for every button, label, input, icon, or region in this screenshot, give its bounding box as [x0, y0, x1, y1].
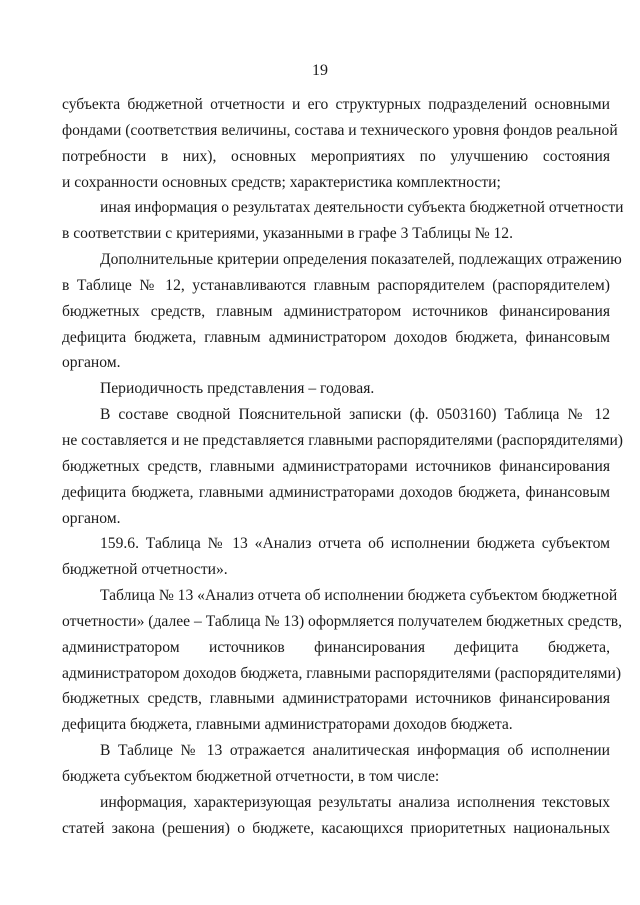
text-line: потребности в них), основных мероприятиях по улучшению состояния [62, 147, 610, 165]
text-line: В составе сводной Пояснительной записки (ф. 0503160) Таблица № 12 [100, 406, 610, 424]
text-line: Таблица № 13 «Анализ отчета об исполнении бюджета субъектом бюджетной [100, 587, 618, 605]
text-line: отчетности» (далее – Таблица № 13) оформляется получателем бюджетных средств, [62, 612, 623, 630]
text-line: дефицита бюджета, главными администраторами доходов бюджета, финансовым [62, 483, 610, 501]
text-line: дефицита бюджета, главным администратором доходов бюджета, финансовым [62, 328, 610, 346]
text-line: иная информация о результатах деятельности субъекта бюджетной отчетности [100, 199, 624, 217]
text-line: 159.6. Таблица № 13 «Анализ отчета об исполнении бюджета субъектом [100, 535, 610, 553]
text-line: бюджетных средств, главными администраторами источников финансирования [62, 690, 610, 708]
text-line: в Таблице № 12, устанавливаются главным распорядителем (распорядителем) [62, 276, 610, 294]
text-line: статей закона (решения) о бюджете, касающихся приоритетных национальных [62, 819, 610, 837]
text-line: администратором доходов бюджета, главными распорядителями (распорядителями) [62, 664, 622, 682]
text-line: органом. [62, 354, 121, 372]
text-line: бюджета субъектом бюджетной отчетности, в том числе: [62, 767, 440, 785]
text-line: В Таблице № 13 отражается аналитическая информация об исполнении [100, 742, 610, 760]
text-line: бюджетных средств, главными администраторами источников финансирования [62, 457, 610, 475]
text-line: бюджетной отчетности». [62, 561, 228, 579]
text-line: и сохранности основных средств; характеристика комплектности; [62, 173, 501, 191]
document-body [62, 92, 624, 841]
page-number: 19 [312, 62, 328, 79]
text-line: субъекта бюджетной отчетности и его структурных подразделений основными [62, 96, 610, 113]
text-line: не составляется и не представляется главными распорядителями (распорядителями) [62, 431, 623, 449]
text-line: администратором источников финансирования дефицита бюджета, [62, 638, 610, 656]
text-line: информация, характеризующая результаты анализа исполнения текстовых [100, 793, 610, 811]
text-line: Периодичность представления – годовая. [100, 380, 375, 398]
text-line: дефицита бюджета, главными администраторами доходов бюджета. [62, 716, 513, 734]
text-line: бюджетных средств, главным администратором источников финансирования [62, 302, 610, 320]
text-line: фондами (соответствия величины, состава и технического уровня фондов реальной [62, 121, 618, 139]
text-line: Дополнительные критерии определения показателей, подлежащих отражению [100, 251, 622, 269]
text-line: органом. [62, 509, 121, 527]
text-line: в соответствии с критериями, указанными в графе 3 Таблицы № 12. [62, 225, 514, 243]
